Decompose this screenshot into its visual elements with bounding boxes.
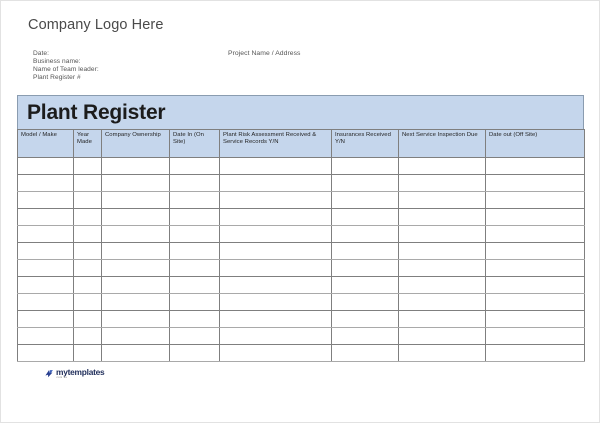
table-cell[interactable] xyxy=(332,260,399,277)
table-cell[interactable] xyxy=(18,158,74,175)
table-cell[interactable] xyxy=(220,192,332,209)
table-cell[interactable] xyxy=(170,328,220,345)
table-cell[interactable] xyxy=(486,294,585,311)
table-cell[interactable] xyxy=(102,311,170,328)
table-cell[interactable] xyxy=(220,311,332,328)
table-cell[interactable] xyxy=(170,277,220,294)
company-logo-placeholder: Company Logo Here xyxy=(28,17,164,33)
meta-fields-left xyxy=(33,50,228,82)
table-cell[interactable] xyxy=(74,260,102,277)
table-cell[interactable] xyxy=(74,175,102,192)
table-cell[interactable] xyxy=(18,209,74,226)
table-cell[interactable] xyxy=(332,294,399,311)
table-cell[interactable] xyxy=(220,277,332,294)
table-row[interactable] xyxy=(18,294,585,311)
table-cell[interactable] xyxy=(399,345,486,362)
table-cell[interactable] xyxy=(18,226,74,243)
table-cell[interactable] xyxy=(486,260,585,277)
table-row[interactable] xyxy=(18,328,585,345)
table-cell[interactable] xyxy=(18,294,74,311)
table-cell[interactable] xyxy=(74,328,102,345)
table-cell[interactable] xyxy=(18,260,74,277)
table-cell[interactable] xyxy=(74,294,102,311)
table-cell[interactable] xyxy=(170,260,220,277)
table-cell[interactable] xyxy=(74,243,102,260)
table-cell[interactable] xyxy=(102,243,170,260)
logo-tagline: com au xyxy=(56,376,68,380)
table-cell[interactable] xyxy=(74,345,102,362)
table-cell[interactable] xyxy=(399,277,486,294)
table-cell[interactable] xyxy=(74,158,102,175)
table-cell[interactable] xyxy=(332,192,399,209)
table-cell[interactable] xyxy=(102,192,170,209)
table-row[interactable] xyxy=(18,243,585,260)
plant-register-table xyxy=(17,129,585,362)
column-header-risk-assessment: Plant Risk Assessment Received & Service Records Y/N xyxy=(220,130,332,158)
table-row[interactable] xyxy=(18,192,585,209)
table-cell[interactable] xyxy=(170,294,220,311)
table-cell[interactable] xyxy=(18,175,74,192)
table-row[interactable] xyxy=(18,158,585,175)
table-cell[interactable] xyxy=(332,226,399,243)
table-cell[interactable] xyxy=(399,209,486,226)
plant-register xyxy=(17,95,584,362)
table-cell[interactable] xyxy=(102,294,170,311)
table-cell[interactable] xyxy=(220,294,332,311)
table-cell[interactable] xyxy=(332,158,399,175)
table-cell[interactable] xyxy=(74,209,102,226)
table-cell[interactable] xyxy=(486,277,585,294)
table-cell[interactable] xyxy=(486,192,585,209)
table-body xyxy=(18,158,585,362)
table-cell[interactable] xyxy=(486,328,585,345)
table-row[interactable] xyxy=(18,311,585,328)
table-cell[interactable] xyxy=(18,311,74,328)
table-cell[interactable] xyxy=(486,243,585,260)
table-cell[interactable] xyxy=(170,158,220,175)
table-cell[interactable] xyxy=(399,328,486,345)
table-cell[interactable] xyxy=(102,158,170,175)
table-cell[interactable] xyxy=(170,209,220,226)
table-cell[interactable] xyxy=(74,192,102,209)
table-cell[interactable] xyxy=(332,328,399,345)
table-cell[interactable] xyxy=(486,158,585,175)
table-cell[interactable] xyxy=(170,311,220,328)
table-cell[interactable] xyxy=(18,277,74,294)
table-cell[interactable] xyxy=(74,277,102,294)
table-cell[interactable] xyxy=(332,345,399,362)
table-cell[interactable] xyxy=(170,243,220,260)
table-cell[interactable] xyxy=(102,260,170,277)
table-row[interactable] xyxy=(18,277,585,294)
column-header-year-made: Year Made xyxy=(74,130,102,158)
table-cell[interactable] xyxy=(332,175,399,192)
column-header-model-make: Model / Make xyxy=(18,130,74,158)
meta-field-business-name: Business name: xyxy=(33,57,81,65)
table-cell[interactable] xyxy=(332,243,399,260)
table-cell[interactable] xyxy=(102,209,170,226)
mytemplates-logo xyxy=(45,368,104,380)
meta-field-project-name-address: Project Name / Address xyxy=(228,50,301,57)
meta-fields-right xyxy=(228,50,528,58)
table-cell[interactable] xyxy=(170,192,220,209)
table-cell[interactable] xyxy=(399,294,486,311)
column-header-insurances: Insurances Received Y/N xyxy=(332,130,399,158)
table-cell[interactable] xyxy=(399,311,486,328)
table-cell[interactable] xyxy=(220,243,332,260)
table-row[interactable] xyxy=(18,260,585,277)
table-cell[interactable] xyxy=(486,226,585,243)
table-cell[interactable] xyxy=(486,175,585,192)
page-title: Plant Register xyxy=(27,100,166,124)
meta-field-register-number: Plant Register # xyxy=(33,73,81,81)
table-cell[interactable] xyxy=(102,175,170,192)
column-header-date-out: Date out (Off Site) xyxy=(486,130,585,158)
table-cell[interactable] xyxy=(170,345,220,362)
column-header-company-ownership: Company Ownership xyxy=(102,130,170,158)
table-header-row xyxy=(18,130,585,158)
register-title-band xyxy=(17,95,584,129)
table-cell[interactable] xyxy=(399,158,486,175)
table-cell[interactable] xyxy=(102,277,170,294)
meta-field-date: Date: xyxy=(33,50,50,57)
column-header-date-in: Date In (On Site) xyxy=(170,130,220,158)
swoosh-arrow-icon xyxy=(45,369,54,378)
table-cell[interactable] xyxy=(486,209,585,226)
table-cell[interactable] xyxy=(332,209,399,226)
table-cell[interactable] xyxy=(220,260,332,277)
table-cell[interactable] xyxy=(102,345,170,362)
table-cell[interactable] xyxy=(220,175,332,192)
column-header-next-service: Next Service Inspection Due xyxy=(399,130,486,158)
table-cell[interactable] xyxy=(486,345,585,362)
table-cell[interactable] xyxy=(18,192,74,209)
table-row[interactable] xyxy=(18,175,585,192)
table-cell[interactable] xyxy=(332,311,399,328)
table-cell[interactable] xyxy=(399,226,486,243)
table-row[interactable] xyxy=(18,209,585,226)
table-cell[interactable] xyxy=(332,277,399,294)
table-cell[interactable] xyxy=(170,226,220,243)
table-cell[interactable] xyxy=(399,243,486,260)
table-row[interactable] xyxy=(18,345,585,362)
logo-wordmark: mytemplates xyxy=(56,367,105,377)
meta-field-team-leader: Name of Team leader: xyxy=(33,65,99,73)
table-cell[interactable] xyxy=(220,158,332,175)
table-cell[interactable] xyxy=(220,345,332,362)
table-cell[interactable] xyxy=(18,345,74,362)
table-cell[interactable] xyxy=(486,311,585,328)
table-cell[interactable] xyxy=(399,175,486,192)
table-cell[interactable] xyxy=(220,328,332,345)
table-cell[interactable] xyxy=(220,226,332,243)
document-meta-block xyxy=(33,50,563,82)
table-cell[interactable] xyxy=(18,243,74,260)
table-row[interactable] xyxy=(18,226,585,243)
table-cell[interactable] xyxy=(102,328,170,345)
table-cell[interactable] xyxy=(399,192,486,209)
table-cell[interactable] xyxy=(170,175,220,192)
table-cell[interactable] xyxy=(74,311,102,328)
table-cell[interactable] xyxy=(399,260,486,277)
table-cell[interactable] xyxy=(18,328,74,345)
table-cell[interactable] xyxy=(74,226,102,243)
table-cell[interactable] xyxy=(220,209,332,226)
table-cell[interactable] xyxy=(102,226,170,243)
logo-text xyxy=(56,368,104,380)
